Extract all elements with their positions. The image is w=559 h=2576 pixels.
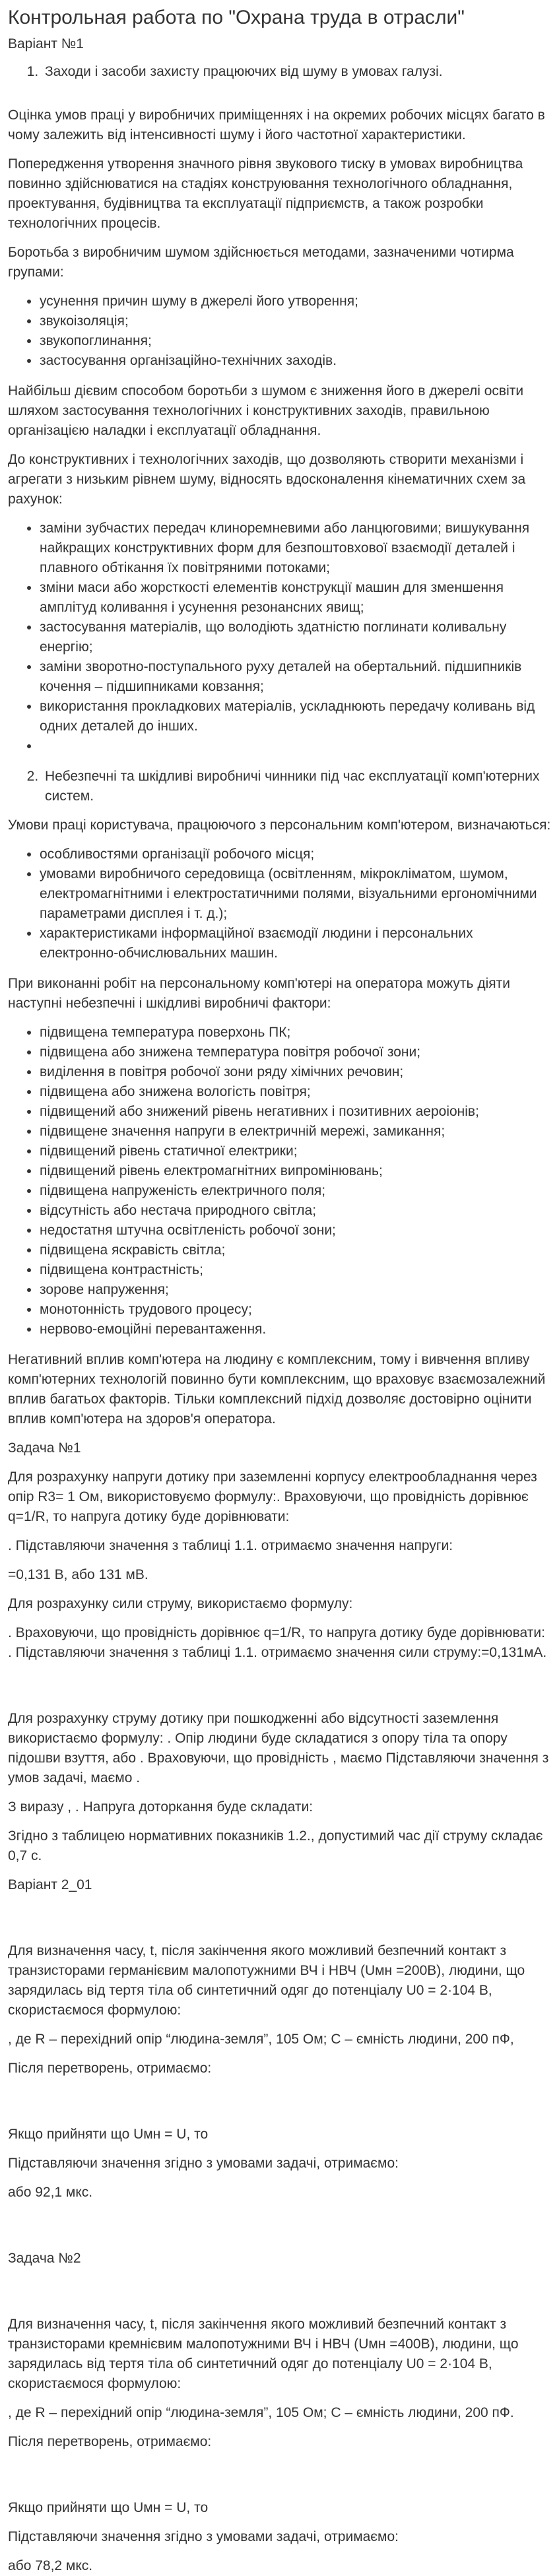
list-item: • підвищений рівень електромагнітних випромінювань; (40, 1161, 551, 1181)
list-item: • підвищена напруженість електричного поля; (40, 1181, 551, 1201)
paragraph-noise-assessment: Оцінка умов праці у виробничих приміщеннях і на окремих робочих місцях багато в чому залежить від інтенсивності шуму і його частотної характеристики. (8, 108, 545, 143)
task1-paragraph-4: Для розрахунку сили струму, використаємо формулу: (8, 1596, 353, 1611)
noise-methods-list (8, 292, 551, 371)
task1-paragraph-3: =0,131 В, або 131 мВ. (8, 1567, 148, 1582)
variant-label: Варіант №1 (8, 36, 84, 51)
task2-paragraph-4: Якщо прийняти що Uмн = U, то (8, 2500, 209, 2515)
list-item: • застосування організаційно-технічних заходів. (40, 351, 551, 371)
document-page (0, 4, 559, 2576)
task1-paragraph-7: З виразу , . Напруга доторкання буде складати: (8, 1799, 313, 1815)
task2-paragraph-5: Підставляючи значення згідно з умовами задачі, отримаємо: (8, 2529, 399, 2544)
task1-title: Задача №1 (8, 1440, 81, 1456)
task1-paragraph-5: . Враховуючи, що провідність дорівнює q=1/R, то напруга дотику буде дорівнювати: . Підставляючи значення з таблиці 1.1. отримаємо значення сили струму:=0,131мА. (8, 1625, 547, 1660)
page-title: Контрольная работа по "Охрана труда в отрасли" (8, 7, 465, 28)
list-item: • нервово-емоційні перевантаження. (40, 1320, 551, 1339)
list-item: • зорове напруження; (40, 1280, 551, 1300)
list-item: • підвищена яскравість світла; (40, 1240, 551, 1260)
list-item: • підвищена контрастність; (40, 1260, 551, 1280)
list-item: • зміни маси або жорсткості елементів конструкції машин для зменшення амплітуд коливання і усунення резонансних явищ; (40, 578, 551, 618)
section-list-2 (8, 767, 551, 806)
list-item: • усунення причин шуму в джерелі його утворення; (40, 292, 551, 311)
paragraph-noise-methods: Боротьба з виробничим шумом здійснюється методами, зазначеними чотирма групами: (8, 245, 514, 280)
task2-paragraph-3: Після перетворень, отримаємо: (8, 2434, 212, 2449)
constructive-measures-list (8, 519, 551, 756)
list-item-empty (40, 736, 551, 756)
paragraph-noise-prevention: Попередження утворення значного рівня звукового тиску в умовах виробництва повинно здійснюватися на стадіях конструювання технологічного обладнання, проектування, будівництва та експлуатації підприємств, а також розробки технологічних процесів. (8, 156, 523, 231)
variant2-paragraph-3: Після перетворень, отримаємо: (8, 2061, 212, 2076)
paragraph-pc-conditions: Умови праці користувача, працюючого з персональним комп'ютером, визначаються: (8, 818, 551, 833)
list-item: • підвищена або знижена температура повітря робочої зони; (40, 1043, 551, 1062)
paragraph-complex-impact: Негативний вплив комп'ютера на людину є комплексним, тому і вивчення впливу комп'ютерних технологій повинно бути комплексним, що враховує взаємозалежний вплив багатьох факторів. Тільки комплексний підхід дозволяє достовірно оцінити вплив комп'ютера на здоров'я оператора. (8, 1352, 546, 1427)
list-item: • недостатня штучна освітленість робочої зони; (40, 1221, 551, 1240)
task1-paragraph-8: Згідно з таблицею нормативних показників 1.2., допустимий час дії струму складає 0,7 с. (8, 1828, 543, 1863)
variant2-label: Варіант 2_01 (8, 1877, 92, 1892)
task1-paragraph-1: Для розрахунку напруги дотику при заземленні корпусу електрообладнання через опір R3= 1 Ом, використовуємо формулу:. Враховуючи, що провідність дорівнює q=1/R, то напруга дотику буде дорівнювати: (8, 1469, 537, 1524)
list-item: • підвищене значення напруги в електричній мережі, замикання; (40, 1122, 551, 1142)
section-list-1 (8, 62, 551, 82)
list-item: • монотонність трудового процесу; (40, 1300, 551, 1320)
list-item: • підвищений або знижений рівень негативних і позитивних аероіонів; (40, 1102, 551, 1122)
list-item: • характеристиками інформаційної взаємодії людини і персональних електронно-обчислювальних машин. (40, 924, 551, 963)
list-item: • відсутність або нестача природного світла; (40, 1201, 551, 1221)
list-item: • звукопоглинання; (40, 331, 551, 351)
task2-paragraph-6: або 78,2 мкс. (8, 2558, 93, 2573)
variant2-paragraph-1: Для визначення часу, t, після закінчення якого можливий безпечний контакт з транзисторами германієвим малопотужними ВЧ і НВЧ (Uмн =200В), людини, що зарядилась від тертя тіла об синтетичний одяг до потенціалу U0 = 2·104 В, скористаємося формулою: (8, 1943, 525, 2018)
pc-conditions-list (8, 845, 551, 963)
list-item: • підвищена або знижена вологість повітря; (40, 1082, 551, 1102)
list-item: • заміни зубчастих передач клиноремневими або ланцюговими; вишукування найкращих конструктивних форм для безпоштовхової взаємодії деталей і плавного обтікання їх повітряними потоками; (40, 519, 551, 578)
list-item: • умовами виробничого середовища (освітленням, мікрокліматом, шумом, електромагнітними і електростатичними полями, візуальними ергономічними параметрами дисплея і т. д.); (40, 864, 551, 924)
list-item: • підвищений рівень статичної електрики; (40, 1142, 551, 1161)
variant2-paragraph-2: , де R – перехідний опір “людина-земля”, 105 Ом; С – ємність людини, 200 пФ, (8, 2032, 514, 2047)
variant2-paragraph-4: Якщо прийняти що Uмн = U, то (8, 2127, 209, 2142)
section-heading-1: 1. Заходи і засоби захисту працюючих від шуму в умовах галузі. (42, 62, 551, 82)
list-item: • застосування матеріалів, що володіють здатністю поглинати коливальну енергію; (40, 618, 551, 657)
task1-paragraph-6: Для розрахунку струму дотику при пошкодженні або відсутності заземлення використаємо формулу: . Опір людини буде складатися з опору тіла та опору підошви взуття, або . Враховуючи, що провідність , маємо Підставляючи значення з умов задачі, маємо . (8, 1711, 549, 1786)
list-item: • звукоізоляція; (40, 311, 551, 331)
list-item: • підвищена температура поверхонь ПК; (40, 1023, 551, 1043)
paragraph-constructive-measures: До конструктивних і технологічних заходів, що дозволяють створити механізми і агрегати з низьким рівнем шуму, відносять вдосконалення кінематичних схем за рахунок: (8, 452, 526, 507)
list-item: • заміни зворотно-поступального руху деталей на обертальний. підшипників кочення – підшипниками ковзання; (40, 657, 551, 697)
task2-paragraph-1: Для визначення часу, t, після закінчення якого можливий безпечний контакт з транзисторами кремнієвим малопотужними ВЧ і НВЧ (Uмн =400В), людини, що зарядилась від тертя тіла об синтетичний одяг до потенціалу U0 = 2·104 В, скористаємося формулою: (8, 2317, 519, 2391)
list-item: • використання прокладкових матеріалів, ускладнюють передачу коливань від одних деталей до інших. (40, 697, 551, 736)
variant2-paragraph-6: або 92,1 мкс. (8, 2185, 93, 2200)
pc-factors-list (8, 1023, 551, 1339)
task2-title: Задача №2 (8, 2251, 81, 2266)
paragraph-pc-factors: При виконанні робіт на персональному комп'ютері на оператора можуть діяти наступні небезпечні і шкідливі виробничі фактори: (8, 976, 510, 1011)
paragraph-source-reduction: Найбільш дієвим способом боротьби з шумом є зниження його в джерелі освіти шляхом застосування технологічних і конструктивних заходів, правильною організацією наладки і експлуатації обладнання. (8, 383, 524, 438)
list-item: • виділення в повітря робочої зони ряду хімічних речовин; (40, 1062, 551, 1082)
list-item: • особливостями організації робочого місця; (40, 845, 551, 864)
section-heading-2: 2. Небезпечні та шкідливі виробничі чинники під час експлуатації комп'ютерних систем. (42, 767, 551, 806)
variant2-paragraph-5: Підставляючи значення згідно з умовами задачі, отримаємо: (8, 2156, 399, 2171)
task1-paragraph-2: . Підставляючи значення з таблиці 1.1. отримаємо значення напруги: (8, 1538, 453, 1553)
task2-paragraph-2: , де R – перехідний опір “людина-земля”, 105 Ом; С – ємність людини, 200 пФ. (8, 2405, 514, 2420)
